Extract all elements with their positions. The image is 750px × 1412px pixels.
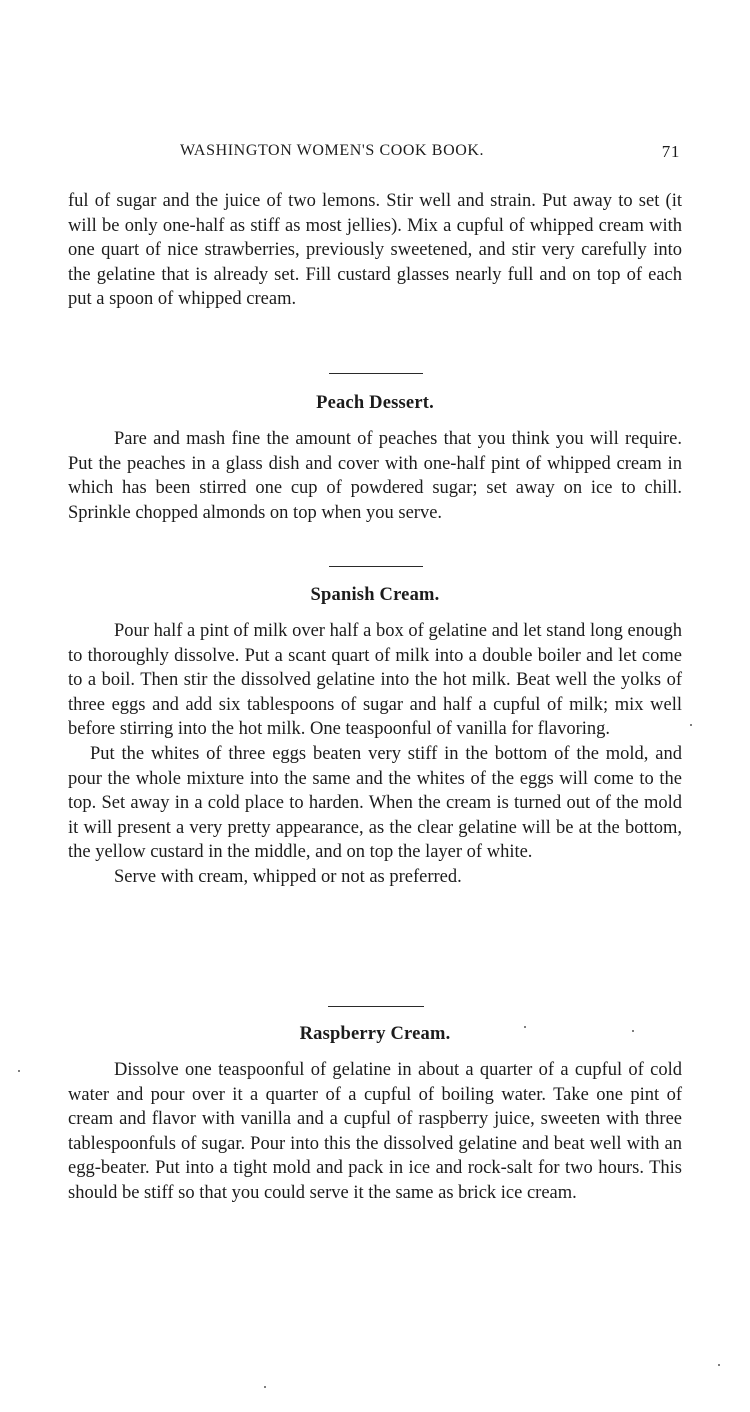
scan-speck	[524, 1026, 526, 1028]
scan-speck	[690, 724, 692, 726]
section-divider	[328, 1006, 424, 1007]
page-number: 71	[661, 142, 680, 161]
section-divider	[329, 566, 423, 567]
continued-recipe-text	[68, 189, 682, 312]
scan-speck	[718, 1364, 720, 1366]
scan-speck	[18, 1070, 20, 1072]
running-title: WASHINGTON WOMEN'S COOK BOOK.	[180, 142, 485, 159]
paragraph: ful of sugar and the juice of two lemons. Stir well and strain. Put away to set (it will be only one-half as stiff as most jellies). Mix a cupful of whipped cream with one quart of nice strawberries, previously sweetened, and stir very carefully into the gelatine that is already set. Fill custard glasses nearly full and on top of each put a spoon of whipped cream.	[68, 191, 682, 310]
paragraph: Put the whites of three eggs beaten very stiff in the bottom of the mold, and pour the whole mixture into the same and the whites of the eggs will come to the top. Set away in a cold place to harden. When the cream is turned out of the mold it will present a very pretty appearance, as the clear gelatine will be at the bottom, the yellow custard in the middle, and on top the layer of white.	[68, 743, 682, 863]
paragraph: Dissolve one teaspoonful of gelatine in about a quarter of a cupful of cold water and pour over it a quarter of a cupful of boiling water. Take one pint of cream and flavor with vanilla and a cupful of raspberry juice, sweeten with three tablespoonfuls of sugar. Pour into this the dissolved gelatine and beat well with an egg-beater. Put into a tight mold and pack in ice and rock-salt for two hours. This should be stiff so that you could serve it the same as brick ice cream.	[68, 1060, 682, 1203]
running-head	[68, 142, 682, 166]
recipe-body-peach-dessert	[68, 427, 682, 525]
recipe-body-raspberry-cream	[68, 1058, 682, 1206]
scan-speck	[632, 1030, 634, 1032]
recipe-body-spanish-cream	[68, 619, 682, 890]
recipe-title-spanish-cream: Spanish Cream.	[310, 585, 440, 605]
section-divider	[329, 373, 423, 374]
paragraph: Serve with cream, whipped or not as preferred.	[114, 866, 462, 887]
paragraph: Pare and mash fine the amount of peaches that you think you will require. Put the peaches in a glass dish and cover with one-half pint of whipped cream in which has been stirred one cup of powdered sugar; set away on ice to chill. Sprinkle chopped almonds on top when you serve.	[68, 429, 682, 523]
paragraph: Pour half a pint of milk over half a box of gelatine and let stand long enough to thoroughly dissolve. Put a scant quart of milk into a double boiler and let come to a boil. Then stir the dissolved gelatine into the hot milk. Beat well the yolks of three eggs and add six tablespoons of sugar and half a cupful of milk; mix well before stirring into the hot milk. One teaspoonful of vanilla for flavoring.	[68, 621, 682, 740]
scan-speck	[264, 1386, 266, 1388]
recipe-title-peach-dessert: Peach Dessert.	[316, 393, 434, 413]
book-page	[68, 0, 682, 1412]
recipe-title-raspberry-cream: Raspberry Cream.	[299, 1024, 451, 1044]
